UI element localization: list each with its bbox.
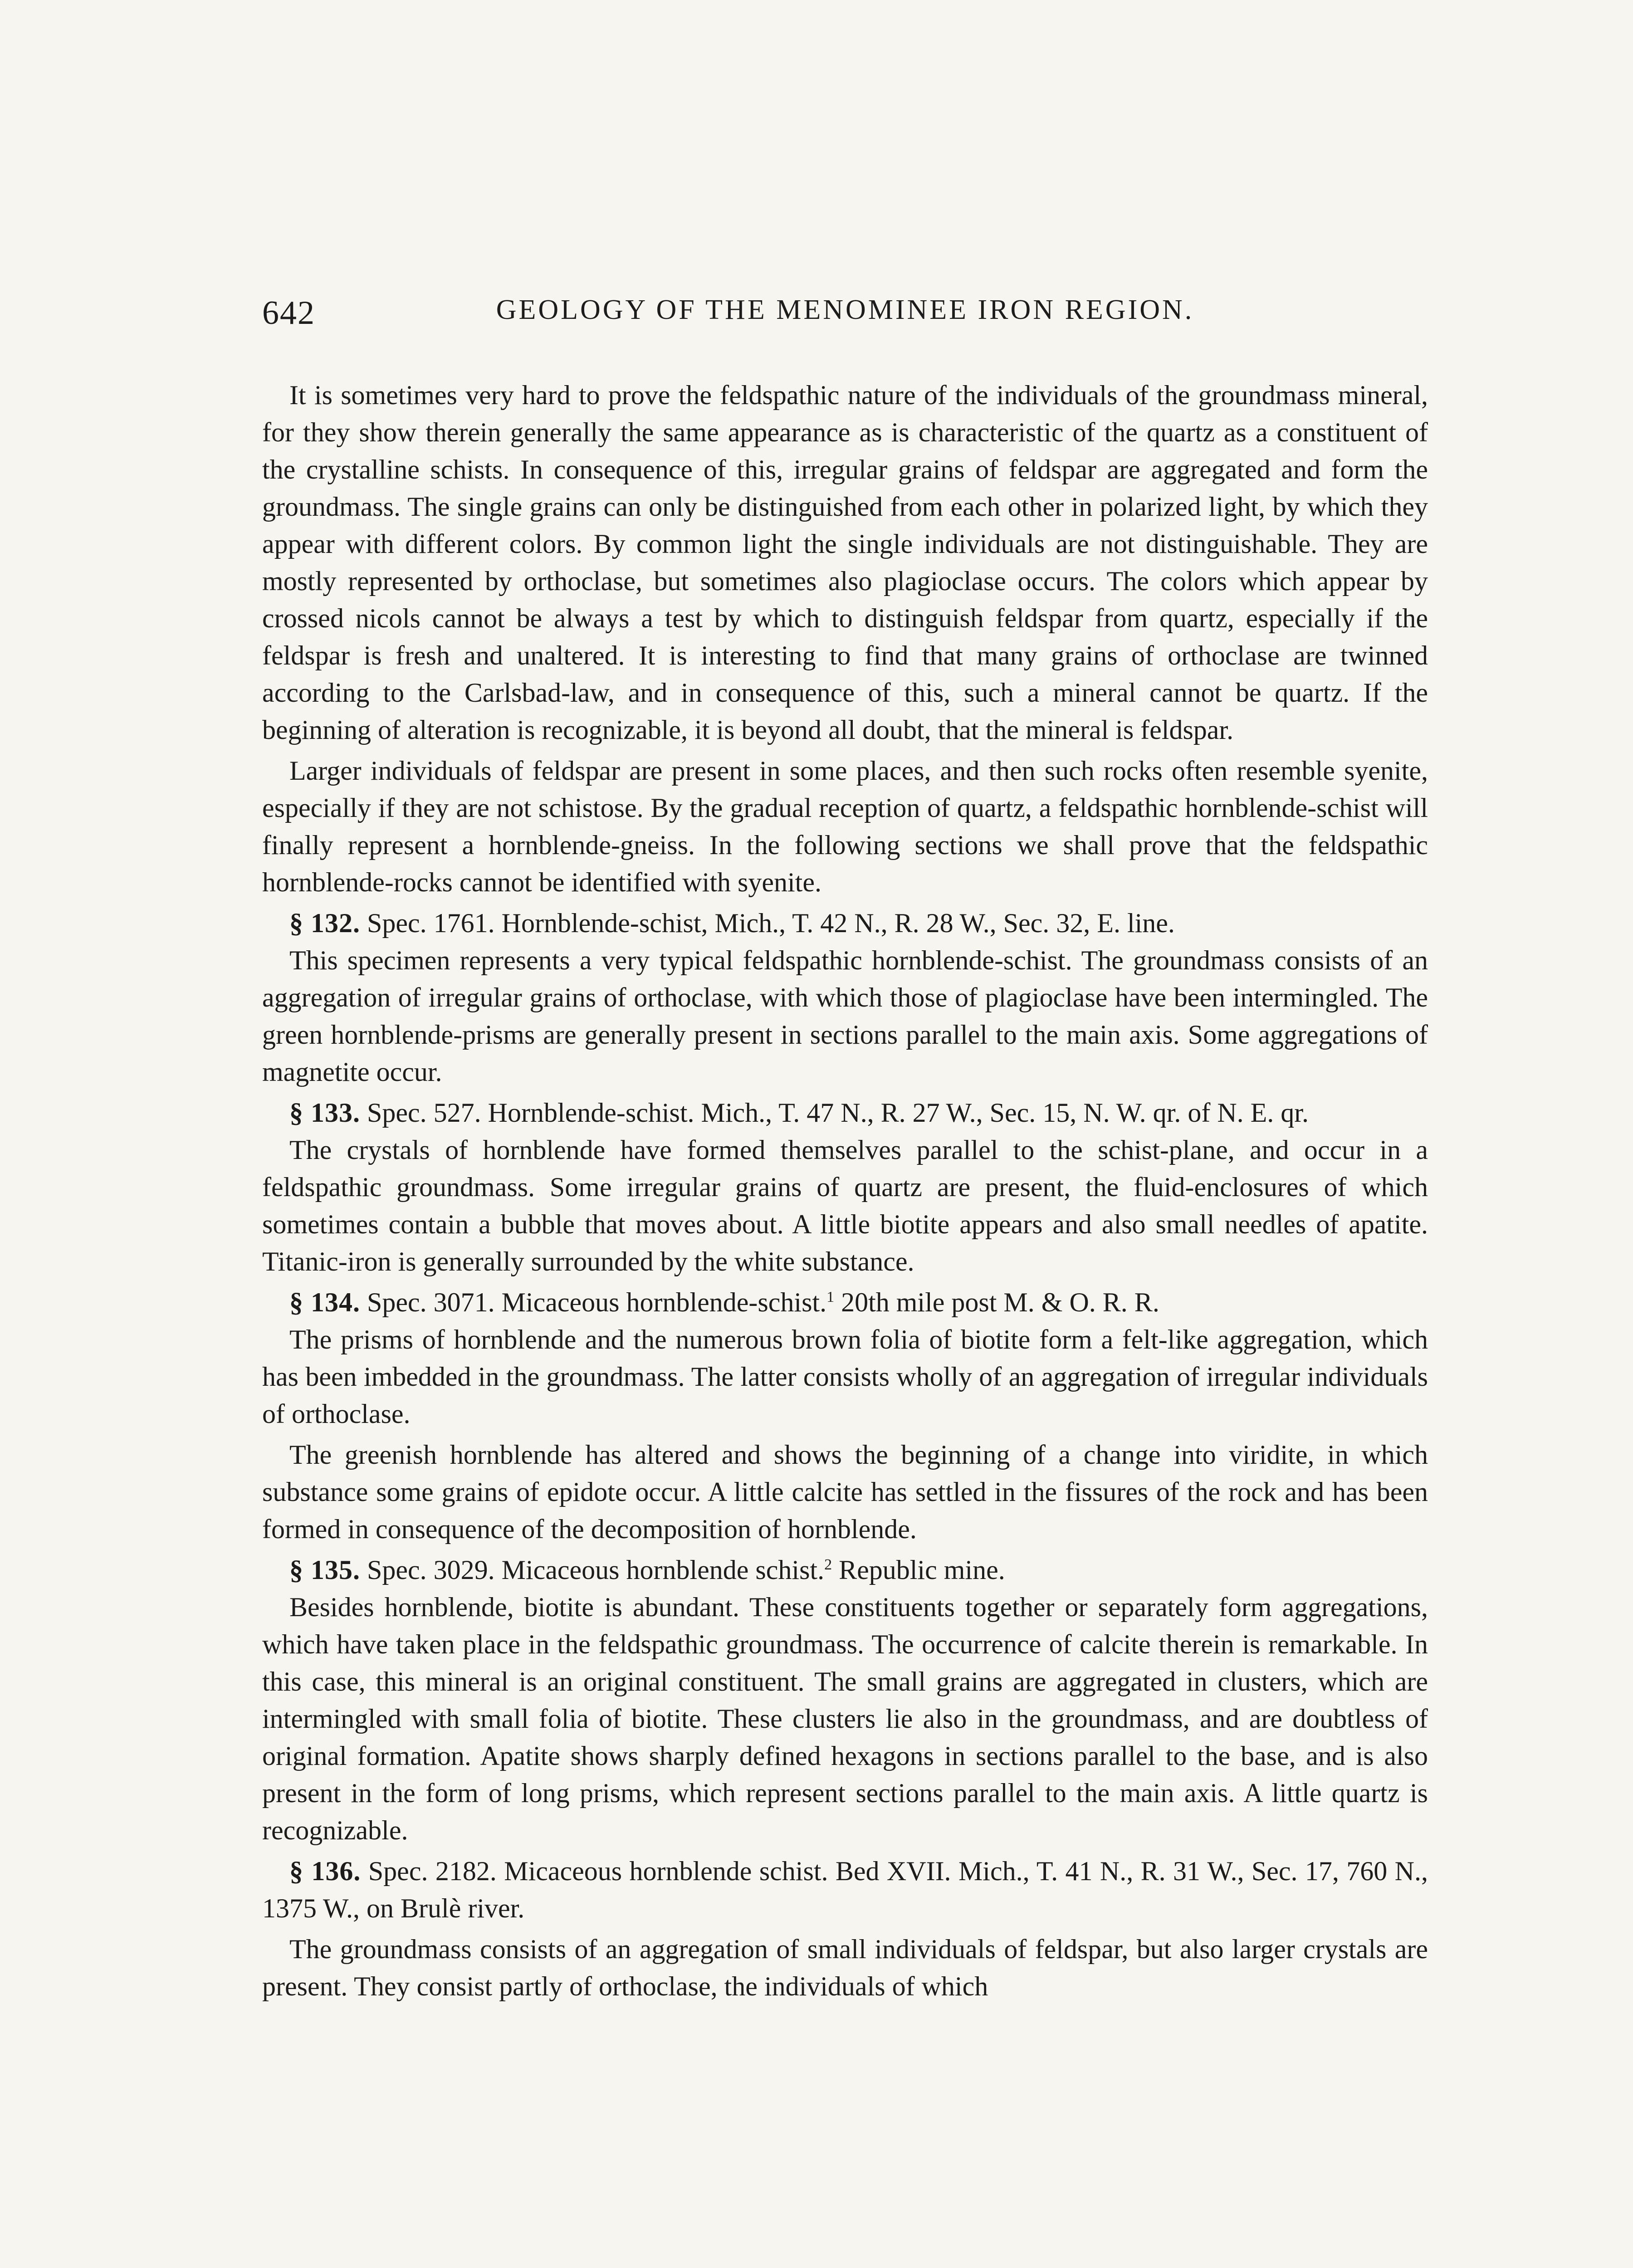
section-number: § 134. xyxy=(289,1287,360,1317)
section-paragraph: The crystals of hornblende have formed themselves parallel to the schist-plane, and occur in a feldspathic groundmass. Some irregular grains of quartz are present, the fluid-enclosures of which sometimes contain a bubble that moves about. A little biotite appears and also small needles of apatite. Titanic-iron is generally surrounded by the white substance. xyxy=(262,1135,1428,1276)
section-number: § 132. xyxy=(289,908,360,938)
section-paragraph: This specimen represents a very typical feldspathic hornblende-schist. The groundmass consists of an aggregation of irregular grains of orthoclase, with which those of plagioclase have been intermingled. The green hornblende-prisms are generally present in sections parallel to the main axis. Some aggregations of magnetite occur. xyxy=(262,945,1428,1087)
section-heading xyxy=(262,1284,1428,1321)
section-heading xyxy=(262,1551,1428,1589)
section-heading xyxy=(262,1094,1428,1131)
section-heading xyxy=(262,1853,1428,1927)
section-heading-text: 20th mile post M. & O. R. R. xyxy=(834,1287,1159,1317)
section-paragraph: The prisms of hornblende and the numerous brown folia of biotite form a felt-like aggregation, which has been imbedded in the groundmass. The latter consists wholly of an aggregation of irregular individuals of orthoclase. xyxy=(262,1325,1428,1429)
intro-paragraph: Larger individuals of feldspar are present in some places, and then such rocks often resemble syenite, especially if they are not schistose. By the gradual reception of quartz, a feldspathic hornblende-schist will finally represent a hornblende-gneiss. In the following sections we shall prove that the feldspathic hornblende-rocks cannot be identified with syenite. xyxy=(262,756,1428,897)
section-paragraph: The greenish hornblende has altered and shows the beginning of a change into viridite, in which substance some grains of epidote occur. A little calcite has settled in the fissures of the rock and has been formed in consequence of the decomposition of hornblende. xyxy=(262,1440,1428,1544)
section-heading-text: Spec. 527. Hornblende-schist. Mich., T. 47 N., R. 27 W., Sec. 15, N. W. qr. of N. E. qr. xyxy=(367,1098,1309,1128)
footnote-reference: 2 xyxy=(824,1556,832,1573)
section-heading-text: Spec. 1761. Hornblende-schist, Mich., T. 42 N., R. 28 W., Sec. 32, E. line. xyxy=(367,908,1175,938)
section-heading-text: Spec. 3071. Micaceous hornblende-schist. xyxy=(367,1287,827,1317)
page-header xyxy=(262,294,1428,348)
section-heading xyxy=(262,904,1428,942)
section-number: § 135. xyxy=(289,1555,360,1585)
section-heading-text: Spec. 2182. Micaceous hornblende schist. Bed XVII. Mich., T. 41 N., R. 31 W., Sec. 17, 760 N., 1375 W., on Brulè river. xyxy=(262,1856,1428,1923)
footnote-reference: 1 xyxy=(826,1289,835,1305)
section-heading-text: Republic mine. xyxy=(832,1555,1005,1585)
section-paragraph: The groundmass consists of an aggregation of small individuals of feldspar, but also larger crystals are present. They consist partly of orthoclase, the individuals of which xyxy=(262,1934,1428,2001)
section-number: § 133. xyxy=(289,1098,360,1128)
section-heading-text: Spec. 3029. Micaceous hornblende schist. xyxy=(367,1555,825,1585)
intro-paragraph: It is sometimes very hard to prove the feldspathic nature of the individuals of the groundmass mineral, for they show therein generally the same appearance as is characteristic of the quartz as a constituent of the crystalline schists. In consequence of this, irregular grains of feldspar are aggregated and form the groundmass. The single grains can only be distinguished from each other in polarized light, by which they appear with different colors. By common light the single individuals are not distinguishable. They are mostly represented by orthoclase, but sometimes also plagioclase occurs. The colors which appear by crossed nicols cannot be always a test by which to distinguish feldspar from quartz, especially if the feldspar is fresh and unaltered. It is interesting to find that many grains of orthoclase are twinned according to the Carlsbad-law, and in consequence of this, such a mineral cannot be quartz. If the beginning of alteration is recognizable, it is beyond all doubt, that the mineral is feldspar. xyxy=(262,380,1428,745)
section-paragraph: Besides hornblende, biotite is abundant. These constituents together or separately form aggregations, which have taken place in the feldspathic groundmass. The occurrence of calcite therein is remarkable. In this case, this mineral is an original constituent. The small grains are aggregated in clusters, which are intermingled with small folia of biotite. These clusters lie also in the groundmass, and are doubtless of original formation. Apatite shows sharply defined hexagons in sections parallel to the base, and is also present in the form of long prisms, which represent sections parallel to the main axis. A little quartz is recognizable. xyxy=(262,1592,1428,1845)
section-number: § 136. xyxy=(289,1856,361,1886)
page-body xyxy=(262,376,1428,2005)
page-number: 642 xyxy=(262,294,315,332)
running-title: GEOLOGY OF THE MENOMINEE IRON REGION. xyxy=(496,294,1194,325)
